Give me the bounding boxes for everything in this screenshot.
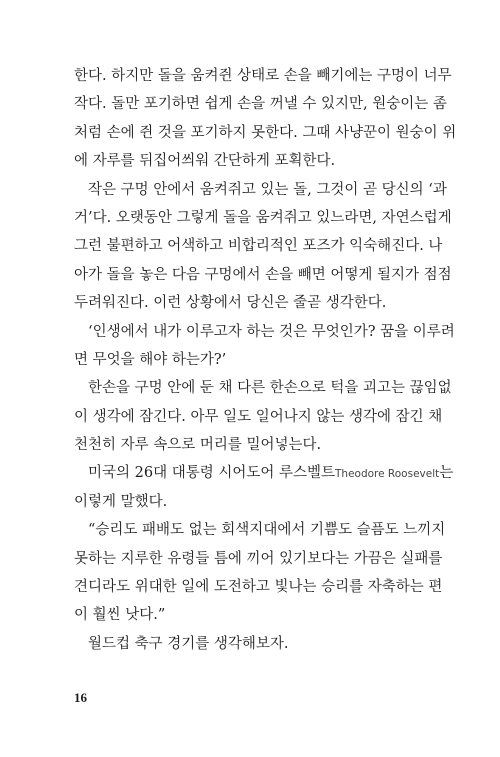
text-line: 에 자루를 뒤집어씌워 간단하게 포획한다.: [74, 153, 336, 170]
text-line: 천천히 자루 속으로 머리를 밀어넣는다.: [74, 437, 322, 454]
roosevelt-latin-name: Theodore Roosevelt: [335, 468, 440, 481]
text-line: 처럼 손에 쥔 것을 포기하지 못한다. 그때 사냥꾼이 원숭이 위: [74, 124, 457, 141]
text-line: 면 무엇을 해야 하는가?’: [74, 351, 227, 368]
quote-line: 못하는 지루한 유령들 틈에 끼어 있기보다는 가끔은 실패를: [74, 550, 443, 567]
quote-start-line: “승리도 패배도 없는 회색지대에서 기쁨도 슬픔도 느끼지: [88, 522, 446, 539]
quote-line: 이 훨씬 낫다.”: [74, 607, 166, 624]
text-line: 작다. 돌만 포기하면 쉽게 손을 꺼낼 수 있지만, 원숭이는 좀: [74, 96, 447, 113]
text-line: 이렇게 말했다.: [74, 493, 168, 510]
paragraph-start-line: 작은 구멍 안에서 움켜쥐고 있는 돌, 그것이 곧 당신의 ‘과: [88, 181, 447, 198]
text-line: 이 생각에 잠긴다. 아무 일도 일어나지 않는 생각에 잠긴 채: [74, 408, 443, 425]
roosevelt-particle: 는: [439, 465, 454, 482]
text-line: 거’다. 오랫동안 그렇게 돌을 움켜쥐고 있느라면, 자연스럽게: [74, 209, 452, 226]
page-number: 16: [74, 690, 87, 705]
text-line: 그런 불편하고 어색하고 비합리적인 포즈가 익숙해진다. 나: [74, 238, 443, 255]
text-line: 아가 돌을 놓은 다음 구멍에서 손을 빼면 어떻게 될지가 점점: [74, 266, 452, 283]
text-line: 두려워진다. 이런 상황에서 당신은 줄곧 생각한다.: [74, 295, 387, 312]
paragraph-start-line: 한손을 구멍 안에 둔 채 다른 한손으로 턱을 괴고는 끊임없: [88, 380, 452, 397]
text-line: 한다. 하지만 돌을 움켜쥔 상태로 손을 빼기에는 구멍이 너무: [74, 68, 452, 84]
paragraph-start-line: 월드컵 축구 경기를 생각해보자.: [88, 635, 289, 652]
quote-line: 견디라도 위대한 일에 도전하고 빛나는 승리를 자축하는 편: [74, 579, 443, 596]
body-text: [74, 62, 457, 658]
paragraph-start-line: ‘인생에서 내가 이루고자 하는 것은 무엇인가? 꿈을 이루려: [88, 323, 455, 340]
roosevelt-intro-text: 미국의 26대 대통령 시어도어 루스벨트: [88, 465, 335, 482]
paragraph-start-line: [74, 459, 454, 487]
